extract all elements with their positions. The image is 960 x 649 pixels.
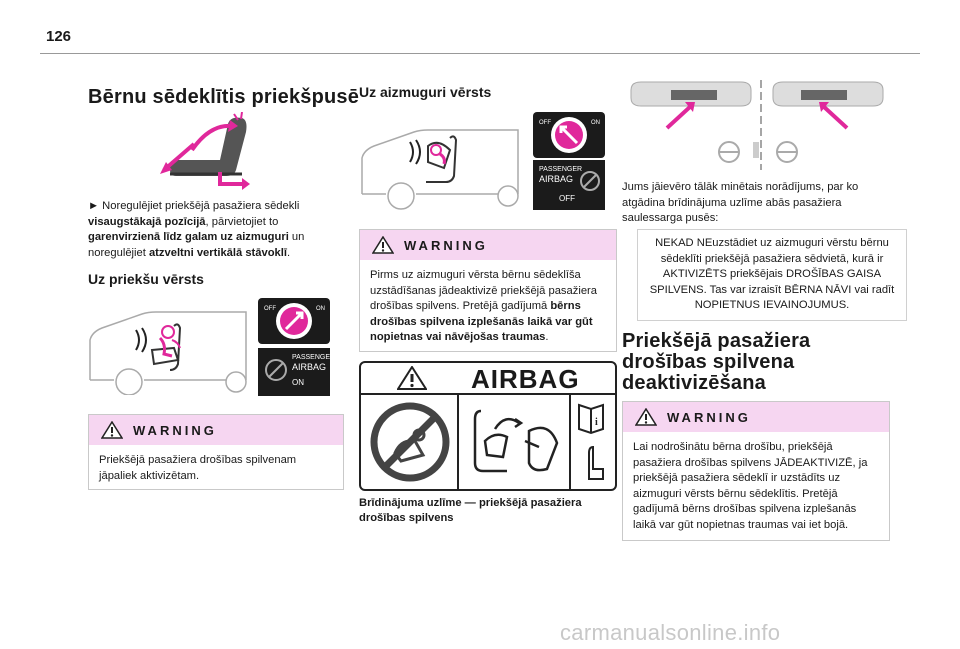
warning-bold: bērns drošības spilvena izplešanās laikā var gūt nopietnas vai nāvējošas traumas bbox=[370, 300, 593, 343]
warning-header bbox=[89, 415, 343, 445]
instruction-text-2: , pārvietojiet to bbox=[205, 215, 279, 228]
svg-text:ON: ON bbox=[591, 120, 600, 126]
instruction-bold-3: atzveltni vertikālā stāvoklī bbox=[148, 246, 287, 259]
warning-text: Lai nodrošinātu bērna drošību, priekšējā pasažiera drošības spilvens JĀDEAKTIVIZĒ, ja priekšējā pasažiera sēdeklī ir uzstādīts uz aizmuguri vērsts bērnu sēdeklītis. Pretējā gadījumā bērns drošības spilvena izplešanās laikā var gūt nopietnas traumas vai iet bojā. bbox=[633, 441, 868, 531]
warning-label: WARNING bbox=[133, 422, 217, 438]
warning-text-2: . bbox=[545, 331, 549, 343]
warning-label: WARNING bbox=[667, 409, 751, 425]
rear-facing-title: Uz aizmuguri vērsts bbox=[359, 84, 492, 100]
airbag-off-icon bbox=[579, 170, 601, 192]
warning-label: WARNING bbox=[404, 237, 488, 253]
svg-text:i: i bbox=[595, 417, 598, 428]
forward-facing-title: Uz priekšu vērsts bbox=[88, 271, 204, 287]
passenger-airbag-off-panel bbox=[533, 160, 605, 210]
divider bbox=[457, 395, 459, 489]
instruction-bold-1: visaugstākajā pozīcijā bbox=[88, 215, 206, 228]
rear-facing-car-illustration bbox=[358, 116, 528, 211]
sun-visor-notice: NEKAD NEuzstādiet uz aizmuguri vērstu bērnu sēdeklīti priekšējā pasažiera sēdvietā, kurā ir AKTIVIZĒTS priekšējais DROŠĪBAS GAISA SPILVENS. Tas var izraisīt BĒRNA NĀVI vai radīt NOPIETNUS IEVAINOJUMUS. bbox=[637, 229, 907, 321]
svg-text:ON: ON bbox=[316, 306, 325, 312]
sun-visor-intro: Jums jāievēro tālāk minētais norādījums, par ko atgādina brīdinājuma uzlīme abās pasažiera saulessarga pusēs: bbox=[622, 181, 859, 224]
airbag-label-header bbox=[361, 363, 615, 395]
airbag-label: AIRBAG bbox=[539, 174, 574, 184]
warning-text: Priekšējā pasažiera drošības spilvenam jāpaliek aktivizētam. bbox=[99, 454, 297, 482]
airbag-warning-label bbox=[359, 361, 617, 491]
warning-box-rear bbox=[359, 229, 617, 352]
warning-box-forward bbox=[88, 414, 344, 490]
title-line-2: drošības spilvena bbox=[622, 351, 795, 373]
airbag-label: AIRBAG bbox=[292, 362, 327, 372]
seat-instruction bbox=[88, 199, 338, 261]
svg-text:OFF: OFF bbox=[264, 306, 276, 312]
warning-triangle-icon bbox=[101, 421, 123, 439]
warning-text-1: Pirms uz aizmuguri vērsta bērnu sēdeklīša uzstādīšanas jādeaktivizē priekšējā pasažiera drošības spilvens. Pretējā gadījumā bbox=[370, 269, 597, 312]
warning-box-deactivation bbox=[622, 401, 890, 541]
svg-text:OFF: OFF bbox=[539, 120, 551, 126]
deactivation-title bbox=[622, 331, 810, 394]
bullet-marker: ► bbox=[88, 200, 100, 212]
airbag-state-on: ON bbox=[292, 378, 304, 387]
manual-and-hand-icon bbox=[575, 401, 609, 483]
passenger-label: PASSENGER bbox=[292, 354, 336, 361]
airbag-switch-off bbox=[533, 112, 605, 158]
airbag-state-off: OFF bbox=[559, 194, 575, 203]
forward-facing-car-illustration bbox=[86, 300, 256, 395]
warning-triangle-icon bbox=[372, 236, 394, 254]
no-rear-facing-seat-icon bbox=[369, 401, 451, 483]
warning-triangle-icon bbox=[635, 408, 657, 426]
header-divider bbox=[40, 53, 920, 54]
instruction-text-3: un noregulējiet bbox=[88, 231, 305, 259]
warning-header bbox=[360, 230, 616, 260]
title-line-1: Priekšējā pasažiera bbox=[622, 330, 811, 352]
divider bbox=[569, 395, 571, 489]
watermark: carmanualsonline.info bbox=[560, 620, 781, 645]
label-caption: Brīdinājuma uzlīme — priekšējā pasažiera drošības spilvens bbox=[359, 497, 582, 524]
warning-header bbox=[623, 402, 889, 432]
instruction-text-1: Noregulējiet priekšējā pasažiera sēdekli bbox=[99, 200, 300, 212]
instruction-bold-2: garenvirzienā līdz galam uz aizmuguri bbox=[88, 231, 289, 243]
airbag-switch-on bbox=[258, 298, 330, 344]
warning-triangle-icon bbox=[397, 366, 427, 390]
airbag-text: AIRBAG bbox=[471, 364, 580, 394]
warning-text bbox=[360, 260, 616, 354]
passenger-label: PASSENGER bbox=[539, 166, 583, 173]
passenger-airbag-on-panel bbox=[258, 348, 336, 396]
airbag-deploy-icon bbox=[465, 401, 563, 483]
seat-adjustment-illustration bbox=[150, 112, 260, 190]
title-line-3: deaktivizēšana bbox=[622, 372, 766, 394]
instruction-text-4: . bbox=[287, 246, 291, 259]
airbag-warning-icon bbox=[264, 358, 288, 382]
page-number: 126 bbox=[46, 28, 72, 45]
sun-visor-illustration bbox=[627, 80, 889, 170]
section-title-front-child-seat: Bērnu sēdeklītis priekšpusē bbox=[88, 86, 360, 108]
